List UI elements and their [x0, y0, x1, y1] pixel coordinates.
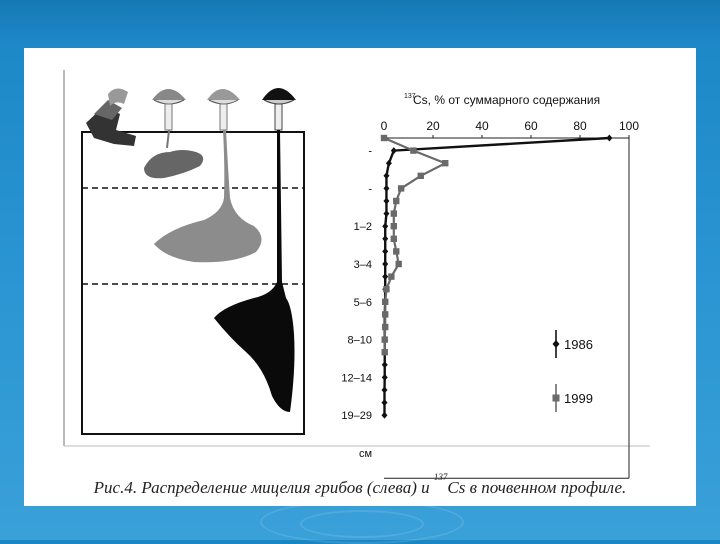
x-tick-label: 0 — [380, 119, 388, 133]
data-point-1999 — [382, 311, 388, 317]
data-point-1986 — [383, 198, 389, 205]
data-point-1986 — [382, 248, 388, 255]
chart-title: Cs, % от суммарного содержания — [413, 93, 601, 107]
data-point-1986 — [383, 185, 389, 192]
data-point-1999 — [382, 336, 388, 342]
data-point-1999 — [393, 248, 399, 254]
data-point-1999 — [418, 173, 424, 179]
data-point-1999 — [382, 299, 388, 305]
figure-svg — [24, 48, 696, 488]
series-line-1999 — [384, 138, 445, 352]
data-point-1986 — [381, 399, 387, 406]
data-point-1986 — [382, 235, 388, 242]
data-point-1986 — [382, 273, 388, 280]
cs-profile-chart — [341, 119, 639, 478]
x-tick-label: 100 — [618, 119, 640, 133]
data-point-1986 — [606, 135, 612, 142]
legend-label-1999: 1999 — [564, 391, 593, 406]
data-point-1986 — [382, 374, 388, 381]
data-point-1986 — [383, 210, 389, 217]
data-point-1986 — [383, 172, 389, 179]
y-tick-label: 1–2 — [353, 221, 372, 234]
chart-title-superscript: 137 — [404, 93, 416, 100]
data-point-1999 — [381, 135, 387, 141]
data-point-1999 — [391, 223, 397, 229]
figure-caption — [0, 472, 720, 498]
data-point-1999 — [396, 261, 402, 267]
caption-superscript: 137 — [433, 472, 448, 483]
data-point-1999 — [393, 198, 399, 204]
legend-label-1986: 1986 — [564, 337, 593, 352]
data-point-1999 — [382, 349, 388, 355]
data-point-1999 — [383, 286, 389, 292]
y-tick-label: 3–4 — [353, 259, 372, 271]
data-point-1999 — [442, 160, 448, 166]
y-tick-label: 19–29 — [341, 410, 372, 423]
data-point-1999 — [410, 147, 416, 153]
x-tick-label: 60 — [524, 119, 538, 133]
data-point-1986 — [382, 223, 388, 230]
water-ripple-decoration — [300, 510, 424, 538]
data-point-1999 — [382, 324, 388, 330]
x-tick-label: 80 — [573, 119, 587, 133]
x-tick-label: 20 — [426, 119, 440, 133]
y-tick-label: 8–10 — [347, 334, 372, 347]
caption-text-after: Cs в почвенном профиле. — [447, 478, 627, 497]
data-point-1999 — [391, 210, 397, 216]
series-line-1986 — [384, 138, 609, 415]
y-tick-label: - — [368, 183, 372, 196]
data-point-1986 — [381, 412, 387, 419]
caption-text-before: Рис.4. Распределение мицелия грибов (слева) и — [93, 478, 434, 497]
data-point-1986 — [382, 261, 388, 268]
slide-header-band — [0, 0, 720, 48]
mushroom-1-icon — [144, 89, 203, 178]
data-point-1999 — [388, 273, 394, 279]
data-point-1986 — [382, 361, 388, 368]
legend-marker-1986 — [553, 340, 560, 348]
legend-marker-1999 — [553, 395, 560, 402]
soil-profile-illustration — [82, 88, 304, 434]
y-tick-label: - — [368, 145, 372, 158]
y-tick-label: см — [358, 448, 372, 460]
y-tick-label: 12–14 — [341, 372, 372, 385]
x-tick-label: 40 — [475, 119, 489, 133]
y-tick-label: 5–6 — [353, 296, 372, 309]
data-point-1999 — [391, 236, 397, 242]
litter-stump-icon — [86, 88, 136, 146]
data-point-1999 — [398, 185, 404, 191]
data-point-1986 — [381, 387, 387, 394]
